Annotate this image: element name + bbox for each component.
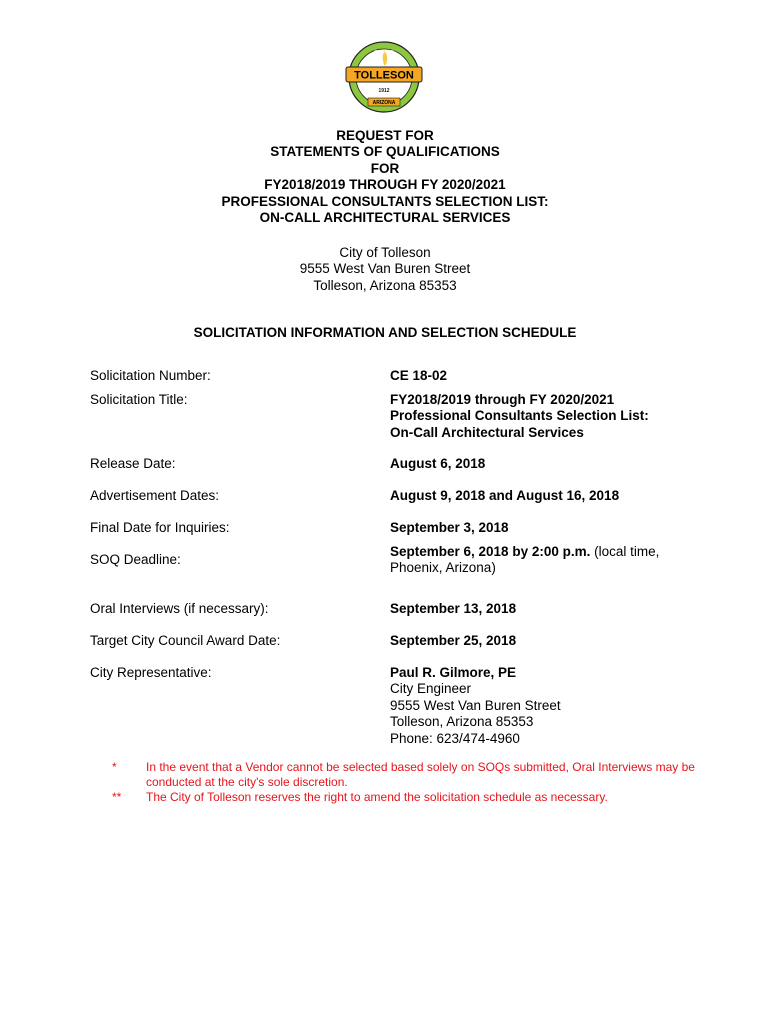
row-value-line: On-Call Architectural Services (390, 424, 584, 440)
row-label: Solicitation Title: (90, 392, 188, 407)
row-value: September 13, 2018 (390, 601, 517, 616)
row-value: August 9, 2018 and August 16, 2018 (390, 488, 620, 503)
row-label: SOQ Deadline: (90, 552, 181, 567)
footnote-mark: * (112, 760, 117, 774)
logo-state-text: ARIZONA (372, 100, 396, 106)
row-label: Final Date for Inquiries: (90, 520, 230, 535)
row-value: September 3, 2018 (390, 520, 509, 535)
soq-deadline-note: (local time, (590, 544, 660, 559)
row-label: Release Date: (90, 456, 176, 471)
title-line: FY2018/2019 THROUGH FY 2020/2021 (264, 177, 506, 193)
city-seal-logo-graphic (338, 40, 430, 114)
logo-year-text: 1912 (378, 88, 390, 94)
representative-line: 9555 West Van Buren Street (390, 697, 561, 713)
representative-phone: Phone: 623/474-4960 (390, 730, 520, 746)
representative-name: Paul R. Gilmore, PE (390, 665, 517, 680)
row-label: Advertisement Dates: (90, 488, 220, 503)
footnote-text: In the event that a Vendor cannot be selected based solely on SOQs submitted, Oral Interviews may be conducted at the city's sole discretion. (146, 760, 695, 789)
row-value (390, 665, 720, 747)
representative-line: Tolleson, Arizona 85353 (390, 714, 534, 730)
document-title (0, 128, 770, 226)
city-address (0, 245, 770, 294)
city-seal-logo (338, 40, 430, 114)
title-line: ON-CALL ARCHITECTURAL SERVICES (259, 210, 511, 226)
row-value: August 6, 2018 (390, 456, 486, 471)
row-label: Target City Council Award Date: (90, 633, 281, 648)
title-line: REQUEST FOR (336, 128, 434, 143)
title-line: STATEMENTS OF QUALIFICATIONS (270, 144, 500, 160)
address-line: City of Tolleson (339, 245, 431, 260)
footnote-mark: ** (112, 790, 122, 804)
row-label: Solicitation Number: (90, 368, 211, 383)
representative-line: City Engineer (390, 681, 472, 697)
row-value-line: FY2018/2019 through FY 2020/2021 (390, 392, 615, 407)
footnotes (90, 760, 710, 805)
row-label: Oral Interviews (if necessary): (90, 601, 269, 616)
footnote (90, 760, 710, 790)
address-line: 9555 West Van Buren Street (299, 261, 471, 277)
footnote (90, 790, 710, 805)
footnote-text: The City of Tolleson reserves the right to amend the solicitation schedule as necessary. (146, 790, 608, 804)
logo-name-text: TOLLESON (354, 69, 414, 82)
address-line: Tolleson, Arizona 85353 (313, 277, 457, 293)
soq-deadline-date: September 6, 2018 by 2:00 p.m. (390, 544, 591, 559)
row-value (390, 544, 720, 577)
row-label: City Representative: (90, 665, 212, 680)
logo-arc-text: CITY OF (374, 50, 394, 56)
row-value: CE 18-02 (390, 368, 448, 383)
row-value-line: Professional Consultants Selection List: (390, 408, 649, 424)
title-line: PROFESSIONAL CONSULTANTS SELECTION LIST: (221, 193, 549, 209)
row-value: September 25, 2018 (390, 633, 517, 648)
title-line: FOR (370, 160, 400, 176)
soq-deadline-location: Phoenix, Arizona) (390, 560, 496, 576)
row-value (390, 392, 720, 441)
section-heading: SOLICITATION INFORMATION AND SELECTION SCHEDULE (193, 325, 577, 340)
